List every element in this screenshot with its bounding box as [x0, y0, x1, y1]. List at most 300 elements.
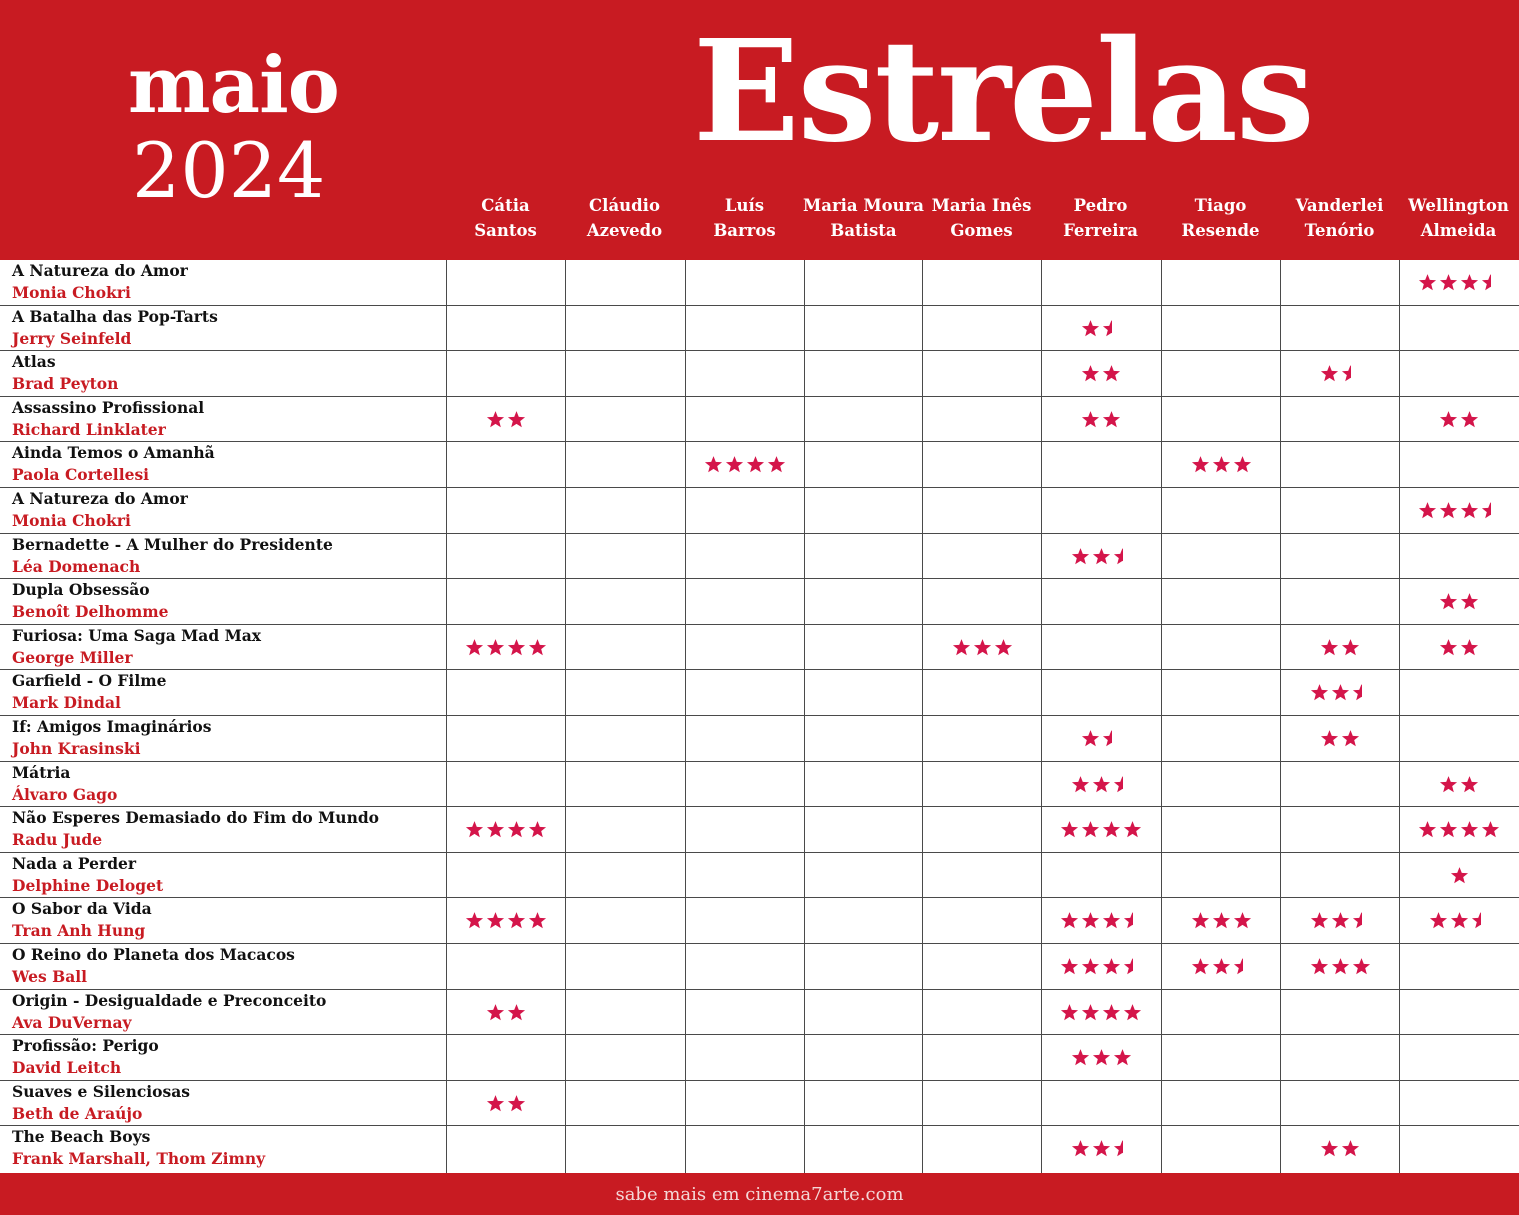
rating-cell — [1281, 807, 1399, 852]
star-icon — [1460, 592, 1479, 611]
rating-cell — [447, 990, 565, 1035]
critic-header — [1041, 190, 1160, 246]
film-title: Suaves e Silenciosas — [12, 1081, 191, 1101]
half-star-icon — [1113, 775, 1132, 794]
film-cell — [12, 853, 442, 898]
table-row — [0, 260, 1519, 306]
star-icon — [1331, 957, 1350, 976]
table-row — [0, 351, 1519, 397]
star-icon — [1460, 501, 1479, 520]
rating-cell — [805, 397, 923, 442]
film-title: Dupla Obsessão — [12, 580, 150, 600]
half-star-icon — [1471, 911, 1490, 930]
rating-cell — [1042, 625, 1160, 670]
film-cell — [12, 397, 442, 442]
film-title: Mátria — [12, 762, 71, 782]
rating-cell — [1042, 306, 1160, 351]
critic-first-name: Wellington — [1408, 196, 1509, 215]
film-title: A Natureza do Amor — [12, 489, 188, 508]
star-icon — [1233, 911, 1252, 930]
rating-cell — [805, 762, 923, 807]
star-rating — [1060, 1003, 1142, 1022]
rating-cell — [566, 397, 684, 442]
film-title: Nada a Perder — [12, 853, 137, 873]
star-icon — [1439, 638, 1458, 657]
star-icon — [528, 820, 547, 839]
table-row — [0, 716, 1519, 762]
star-icon — [1310, 911, 1329, 930]
critic-last-name: Resende — [1181, 221, 1260, 240]
rating-cell — [566, 898, 684, 943]
rating-cell — [447, 853, 565, 898]
star-icon — [746, 455, 765, 474]
rating-cell — [923, 488, 1041, 533]
rating-cell — [1400, 397, 1518, 442]
rating-cell — [923, 762, 1041, 807]
star-rating — [486, 410, 526, 429]
star-icon — [486, 820, 505, 839]
rating-cell — [805, 534, 923, 579]
star-rating — [1439, 410, 1479, 429]
rating-cell — [686, 397, 804, 442]
star-icon — [1450, 866, 1469, 885]
table-row — [0, 853, 1519, 899]
rating-cell — [805, 1126, 923, 1171]
rating-cell — [805, 625, 923, 670]
rating-cell — [686, 762, 804, 807]
star-icon — [1341, 1139, 1360, 1158]
rating-cell — [1042, 1035, 1160, 1080]
star-icon — [1102, 911, 1121, 930]
rating-cell — [1162, 351, 1280, 396]
film-title: Não Esperes Demasiado do Fim do Mundo — [12, 808, 380, 828]
star-icon — [465, 911, 484, 930]
rating-cell — [566, 762, 684, 807]
rating-cell — [923, 579, 1041, 624]
rating-cell — [923, 670, 1041, 715]
film-cell — [12, 351, 442, 396]
rating-cell — [923, 625, 1041, 670]
critic-header — [565, 190, 684, 246]
table-row — [0, 442, 1519, 488]
rating-cell — [566, 442, 684, 487]
critic-first-name: Maria Moura — [803, 196, 925, 215]
star-icon — [1102, 820, 1121, 839]
rating-cell — [1281, 1081, 1399, 1126]
rating-cell — [447, 807, 565, 852]
film-title: Garfield - O Filme — [12, 671, 167, 691]
rating-cell — [923, 534, 1041, 579]
rating-cell — [805, 670, 923, 715]
critic-first-name: Tiago — [1194, 196, 1247, 215]
rating-cell — [686, 625, 804, 670]
critic-last-name: Azevedo — [586, 221, 663, 240]
rating-cell — [686, 807, 804, 852]
half-star-icon — [1102, 729, 1121, 748]
film-director: Delphine Deloget — [12, 875, 164, 895]
rating-cell — [566, 351, 684, 396]
star-icon — [1123, 1003, 1142, 1022]
star-icon — [1113, 1048, 1132, 1067]
rating-cell — [1400, 716, 1518, 761]
critic-first-name: Vanderlei — [1295, 196, 1384, 215]
rating-cell — [1042, 716, 1160, 761]
rating-cell — [1281, 762, 1399, 807]
film-director: Mark Dindal — [12, 693, 121, 713]
star-rating — [1320, 729, 1360, 748]
star-icon — [1212, 455, 1231, 474]
rating-cell — [686, 1126, 804, 1171]
film-cell — [12, 670, 442, 715]
footer-link[interactable]: sabe mais em cinema7arte.com — [615, 1183, 904, 1205]
year-label: 2024 — [132, 126, 326, 215]
star-icon — [465, 820, 484, 839]
critic-header — [804, 190, 923, 246]
critic-first-name: Pedro — [1073, 196, 1128, 215]
rating-cell — [686, 442, 804, 487]
star-icon — [973, 638, 992, 657]
star-rating — [1081, 410, 1121, 429]
star-rating — [1071, 1048, 1132, 1067]
month-label: maio — [128, 40, 339, 131]
rating-cell — [1042, 442, 1160, 487]
star-icon — [1092, 547, 1111, 566]
film-director: Monia Chokri — [12, 511, 131, 530]
star-icon — [1092, 775, 1111, 794]
rating-cell — [1281, 898, 1399, 943]
rating-cell — [1162, 1035, 1280, 1080]
rating-cell — [923, 990, 1041, 1035]
film-director: Ava DuVernay — [12, 1012, 132, 1032]
rating-cell — [447, 625, 565, 670]
star-rating — [1060, 820, 1142, 839]
star-rating — [1439, 775, 1479, 794]
critic-last-name: Santos — [474, 221, 537, 240]
film-cell — [12, 306, 442, 351]
rating-cell — [1400, 579, 1518, 624]
rating-cell — [923, 807, 1041, 852]
rating-cell — [1162, 853, 1280, 898]
star-icon — [507, 911, 526, 930]
rating-cell — [923, 853, 1041, 898]
star-icon — [1060, 820, 1079, 839]
rating-cell — [1400, 1035, 1518, 1080]
star-rating — [1081, 319, 1121, 338]
rating-cell — [686, 1035, 804, 1080]
rating-cell — [923, 306, 1041, 351]
rating-cell — [447, 397, 565, 442]
rating-cell — [1281, 625, 1399, 670]
rating-cell — [1281, 1126, 1399, 1171]
rating-cell — [805, 944, 923, 989]
star-icon — [1212, 957, 1231, 976]
rating-cell — [447, 442, 565, 487]
critic-first-name: Cláudio — [589, 196, 660, 215]
rating-cell — [686, 944, 804, 989]
rating-cell — [1162, 579, 1280, 624]
table-row — [0, 579, 1519, 625]
star-icon — [1418, 273, 1437, 292]
star-icon — [1310, 683, 1329, 702]
rating-cell — [1042, 488, 1160, 533]
star-icon — [1341, 729, 1360, 748]
star-icon — [1341, 638, 1360, 657]
critic-header — [922, 190, 1041, 246]
rating-cell — [923, 1081, 1041, 1126]
star-icon — [528, 911, 547, 930]
star-icon — [528, 638, 547, 657]
star-icon — [1060, 911, 1079, 930]
star-icon — [1081, 729, 1100, 748]
star-icon — [1439, 501, 1458, 520]
star-icon — [1481, 820, 1500, 839]
film-title: Bernadette - A Mulher do Presidente — [12, 534, 333, 554]
rating-cell — [447, 306, 565, 351]
film-director: Radu Jude — [12, 830, 103, 850]
table-row — [0, 807, 1519, 853]
rating-cell — [1162, 397, 1280, 442]
film-director: Monia Chokri — [12, 283, 131, 302]
star-icon — [486, 410, 505, 429]
critic-last-name: Gomes — [950, 221, 1013, 240]
star-rating — [1439, 638, 1479, 657]
rating-cell — [447, 260, 565, 305]
film-cell — [12, 625, 442, 670]
ratings-table — [0, 260, 1519, 1173]
star-icon — [1439, 410, 1458, 429]
star-icon — [507, 410, 526, 429]
table-row — [0, 1126, 1519, 1172]
rating-cell — [566, 807, 684, 852]
rating-cell — [1400, 534, 1518, 579]
footer[interactable] — [0, 1173, 1519, 1215]
rating-cell — [447, 670, 565, 715]
rating-cell — [566, 990, 684, 1035]
film-cell — [12, 488, 442, 533]
film-title: Furiosa: Uma Saga Mad Max — [12, 625, 262, 645]
rating-cell — [805, 1081, 923, 1126]
star-icon — [1071, 775, 1090, 794]
star-rating — [1060, 957, 1142, 976]
rating-cell — [566, 625, 684, 670]
rating-cell — [1042, 898, 1160, 943]
rating-cell — [447, 898, 565, 943]
star-icon — [1331, 911, 1350, 930]
critic-last-name: Almeida — [1420, 221, 1497, 240]
rating-cell — [805, 807, 923, 852]
table-row — [0, 990, 1519, 1036]
rating-cell — [686, 260, 804, 305]
rating-cell — [805, 488, 923, 533]
rating-cell — [1162, 306, 1280, 351]
rating-cell — [1281, 534, 1399, 579]
rating-cell — [805, 1035, 923, 1080]
rating-cell — [566, 853, 684, 898]
table-row — [0, 1035, 1519, 1081]
half-star-icon — [1102, 319, 1121, 338]
critic-last-name: Tenório — [1304, 221, 1375, 240]
star-icon — [1212, 911, 1231, 930]
star-icon — [465, 638, 484, 657]
rating-cell — [1281, 944, 1399, 989]
rating-cell — [1042, 397, 1160, 442]
film-cell — [12, 1081, 442, 1126]
rating-cell — [447, 762, 565, 807]
rating-cell — [1042, 762, 1160, 807]
rating-cell — [805, 990, 923, 1035]
star-icon — [507, 1003, 526, 1022]
rating-cell — [1400, 670, 1518, 715]
film-director: David Leitch — [12, 1058, 122, 1078]
rating-cell — [923, 397, 1041, 442]
star-icon — [1460, 638, 1479, 657]
critic-last-name: Barros — [713, 221, 776, 240]
star-icon — [1460, 273, 1479, 292]
film-cell — [12, 260, 442, 305]
star-rating — [1320, 1139, 1360, 1158]
film-cell — [12, 898, 442, 943]
rating-cell — [1162, 488, 1280, 533]
rating-cell — [566, 1081, 684, 1126]
rating-cell — [566, 306, 684, 351]
rating-cell — [1162, 944, 1280, 989]
rating-cell — [805, 306, 923, 351]
star-icon — [1450, 911, 1469, 930]
star-icon — [952, 638, 971, 657]
table-row — [0, 397, 1519, 443]
rating-cell — [1400, 351, 1518, 396]
star-icon — [1439, 820, 1458, 839]
rating-cell — [1162, 1126, 1280, 1171]
star-icon — [1081, 911, 1100, 930]
rating-cell — [686, 351, 804, 396]
star-icon — [1071, 1048, 1090, 1067]
half-star-icon — [1113, 1139, 1132, 1158]
half-star-icon — [1123, 911, 1142, 930]
film-director: Álvaro Gago — [12, 784, 118, 804]
star-icon — [1460, 820, 1479, 839]
rating-cell — [447, 488, 565, 533]
star-icon — [486, 911, 505, 930]
rating-cell — [805, 442, 923, 487]
rating-cell — [447, 716, 565, 761]
rating-cell — [805, 716, 923, 761]
star-rating — [486, 1094, 526, 1113]
star-icon — [704, 455, 723, 474]
star-icon — [1060, 1003, 1079, 1022]
rating-cell — [686, 1081, 804, 1126]
table-row — [0, 898, 1519, 944]
star-rating — [465, 820, 547, 839]
star-icon — [1081, 364, 1100, 383]
film-title: Ainda Temos o Amanhã — [12, 443, 215, 463]
star-icon — [1439, 775, 1458, 794]
critic-header — [446, 190, 565, 246]
film-director: John Krasinski — [12, 739, 141, 758]
star-icon — [1320, 729, 1339, 748]
rating-cell — [1400, 625, 1518, 670]
star-icon — [1081, 957, 1100, 976]
star-icon — [1460, 775, 1479, 794]
film-title: A Natureza do Amor — [12, 261, 188, 280]
rating-cell — [1281, 579, 1399, 624]
rating-cell — [1162, 625, 1280, 670]
rating-cell — [1400, 853, 1518, 898]
critic-header — [1161, 190, 1280, 246]
star-icon — [1081, 1003, 1100, 1022]
star-rating — [1418, 273, 1500, 292]
rating-cell — [566, 579, 684, 624]
table-row — [0, 534, 1519, 580]
half-star-icon — [1352, 911, 1371, 930]
star-rating — [486, 1003, 526, 1022]
rating-cell — [566, 944, 684, 989]
star-icon — [1439, 273, 1458, 292]
rating-cell — [1400, 488, 1518, 533]
table-row — [0, 762, 1519, 808]
rating-cell — [686, 853, 804, 898]
rating-cell — [1400, 898, 1518, 943]
film-title: O Reino do Planeta dos Macacos — [12, 945, 295, 964]
star-rating — [1310, 911, 1371, 930]
film-title: A Batalha das Pop-Tarts — [12, 306, 218, 326]
star-icon — [1102, 364, 1121, 383]
rating-cell — [686, 990, 804, 1035]
star-icon — [507, 820, 526, 839]
star-rating — [1191, 957, 1252, 976]
rating-cell — [447, 534, 565, 579]
rating-cell — [566, 1126, 684, 1171]
rating-cell — [923, 944, 1041, 989]
rating-cell — [1400, 442, 1518, 487]
star-icon — [1071, 1139, 1090, 1158]
star-rating — [1191, 455, 1252, 474]
film-cell — [12, 1126, 442, 1171]
rating-cell — [1042, 351, 1160, 396]
film-title: Profissão: Perigo — [12, 1036, 159, 1056]
star-icon — [1081, 820, 1100, 839]
rating-cell — [566, 260, 684, 305]
rating-cell — [1042, 807, 1160, 852]
film-cell — [12, 762, 442, 807]
star-icon — [507, 1094, 526, 1113]
star-icon — [1081, 319, 1100, 338]
critic-header — [1280, 190, 1399, 246]
rating-cell — [805, 579, 923, 624]
rating-cell — [1281, 990, 1399, 1035]
half-star-icon — [1352, 683, 1371, 702]
table-row — [0, 1081, 1519, 1127]
rating-cell — [447, 1126, 565, 1171]
star-icon — [1071, 547, 1090, 566]
rating-cell — [1042, 944, 1160, 989]
critic-last-name: Ferreira — [1063, 221, 1138, 240]
star-icon — [1418, 820, 1437, 839]
film-director: Beth de Araújo — [12, 1103, 143, 1123]
film-title: Origin - Desigualdade e Preconceito — [12, 990, 327, 1010]
film-title: O Sabor da Vida — [12, 899, 152, 919]
star-icon — [994, 638, 1013, 657]
rating-cell — [1042, 853, 1160, 898]
critic-first-name: Cátia — [481, 196, 530, 215]
star-icon — [1191, 957, 1210, 976]
rating-cell — [686, 670, 804, 715]
star-icon — [1310, 957, 1329, 976]
star-icon — [1320, 364, 1339, 383]
half-star-icon — [1233, 957, 1252, 976]
rating-cell — [686, 534, 804, 579]
rating-cell — [566, 488, 684, 533]
